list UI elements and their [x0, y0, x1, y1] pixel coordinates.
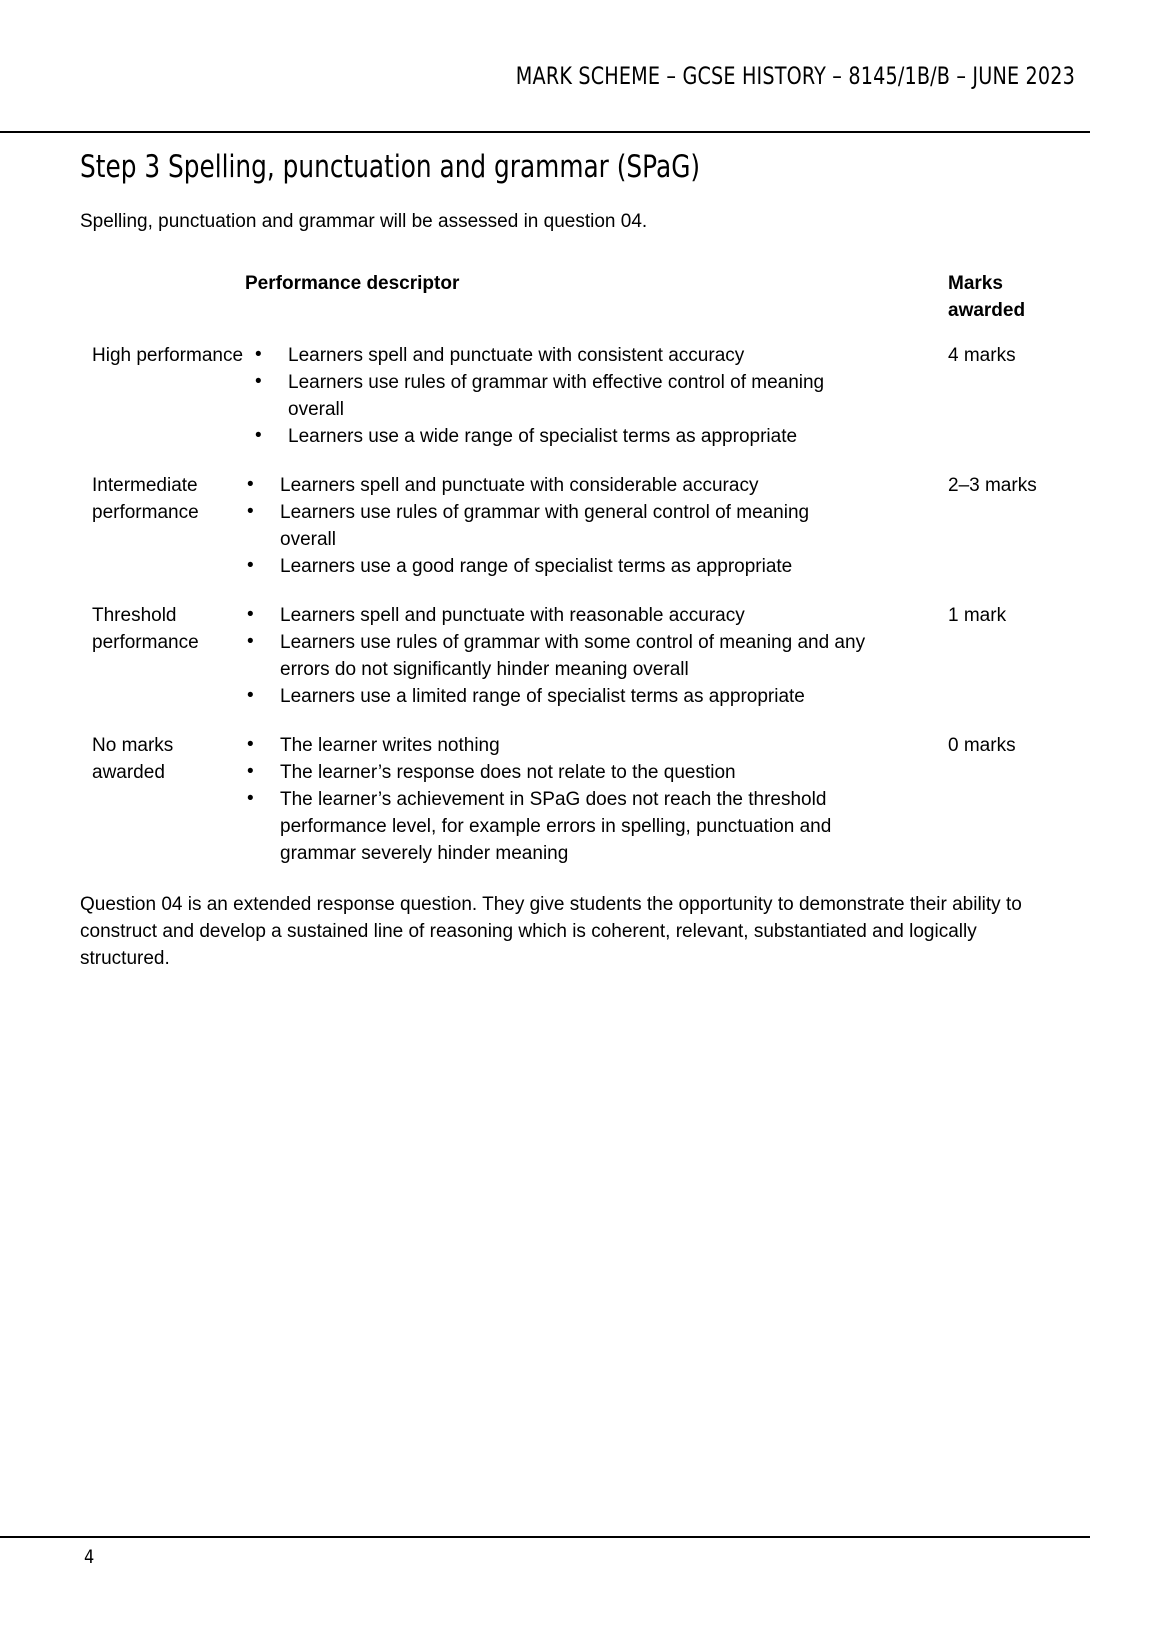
bullet-text: Learners use rules of grammar with general control of meaning overall [280, 502, 810, 550]
bullet-text: Learners spell and punctuate with considerable accuracy [280, 475, 759, 496]
marks-value: 2–3 marks [948, 475, 1037, 496]
header-rule [0, 131, 1090, 133]
bullet-icon: • [247, 685, 254, 706]
table-row [92, 472, 1078, 580]
bullet-text: The learner’s achievement in SPaG does not reach the threshold performance level, for example errors in spelling, punctuation and grammar severely hinder meaning [280, 789, 832, 864]
bullet-icon: • [247, 761, 254, 782]
closing-paragraph: Question 04 is an extended response question. They give students the opportunity to demonstrate their ability to construct and develop a sustained line of reasoning which is coherent, relevant, substantiated and logically structured. [80, 894, 1022, 969]
bullet-text: The learner’s response does not relate to the question [280, 762, 736, 783]
bullet-text: Learners use a good range of specialist terms as appropriate [280, 556, 793, 577]
bullet-icon: • [255, 344, 262, 365]
bullet-item [245, 732, 867, 759]
bullet-item [245, 683, 867, 710]
marks-value: 4 marks [948, 345, 1016, 366]
bullet-item [245, 553, 867, 580]
table-row [92, 602, 1078, 710]
spag-table [92, 270, 1078, 889]
bullet-text: Learners use rules of grammar with some control of meaning and any errors do not significantly hinder meaning overall [280, 632, 866, 680]
row-label: Intermediate performance [92, 475, 199, 523]
bullet-list [245, 602, 867, 710]
bullet-text: Learners use a limited range of specialist terms as appropriate [280, 686, 805, 707]
bullet-icon: • [247, 631, 254, 652]
bullet-item [245, 499, 867, 553]
bullet-item [245, 602, 867, 629]
bullet-icon: • [255, 425, 262, 446]
row-label: No marks awarded [92, 735, 174, 783]
bullet-icon: • [247, 555, 254, 576]
bullet-list [245, 732, 867, 867]
document-header: MARK SCHEME – GCSE HISTORY – 8145/1B/B – JUNE 2023 [515, 62, 1075, 90]
page-title: Step 3 Spelling, punctuation and grammar (SPaG) [80, 149, 701, 185]
bullet-icon: • [247, 501, 254, 522]
marks-value: 1 mark [948, 605, 1007, 626]
table-header-row [92, 270, 1078, 324]
bullet-icon: • [255, 371, 262, 392]
bullet-item [245, 472, 867, 499]
column-header-marks: Marks awarded [948, 273, 1026, 321]
page-number: 4 [84, 1546, 95, 1568]
intro-text: Spelling, punctuation and grammar will be assessed in question 04. [80, 211, 648, 232]
table-row [92, 732, 1078, 867]
column-header-descriptor: Performance descriptor [245, 273, 460, 294]
footer-rule [0, 1536, 1090, 1538]
bullet-text: Learners spell and punctuate with consistent accuracy [288, 345, 745, 366]
bullet-text: Learners use a wide range of specialist terms as appropriate [288, 426, 798, 447]
row-label: High performance [92, 345, 244, 366]
bullet-icon: • [247, 474, 254, 495]
table-row [92, 342, 1078, 450]
bullet-item [253, 369, 875, 423]
bullet-icon: • [247, 788, 254, 809]
bullet-item [253, 423, 875, 450]
bullet-text: Learners spell and punctuate with reasonable accuracy [280, 605, 745, 626]
bullet-icon: • [247, 734, 254, 755]
bullet-text: The learner writes nothing [280, 735, 500, 756]
bullet-icon: • [247, 604, 254, 625]
bullet-list [245, 472, 867, 580]
bullet-list [253, 342, 875, 450]
bullet-item [245, 759, 867, 786]
bullet-text: Learners use rules of grammar with effective control of meaning overall [288, 372, 825, 420]
bullet-item [253, 342, 875, 369]
bullet-item [245, 786, 867, 867]
marks-value: 0 marks [948, 735, 1016, 756]
bullet-item [245, 629, 867, 683]
row-label: Threshold performance [92, 605, 199, 653]
